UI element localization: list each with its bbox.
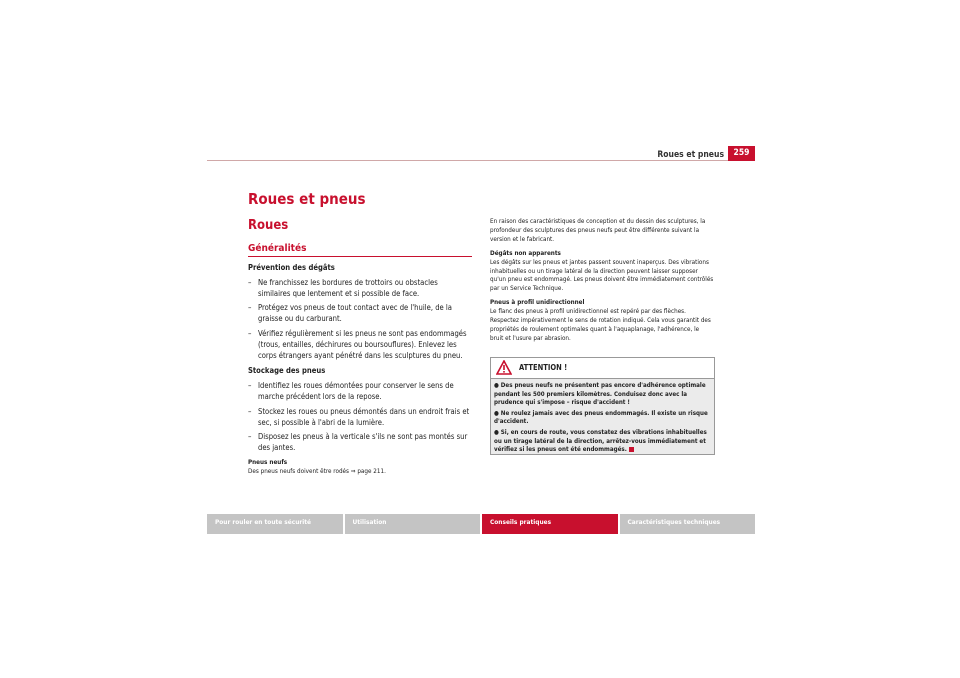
tab-conseils-pratiques[interactable]: Conseils pratiques bbox=[482, 514, 618, 534]
warning-item: ● Des pneus neufs ne présentent pas encore d'adhérence optimale pendant les 500 premiers kilomètres. Conduisez donc avec la prudence qui s'impose – risque d'accident ! bbox=[494, 382, 706, 407]
warning-item: ● Si, en cours de route, vous constatez des vibrations inhabituelles ou un tirage latéral de la direction, arrêtez-vous immédiatement et vérifiez si les pneus ont été endommagés. bbox=[494, 428, 707, 454]
hidden-damage-text: Les dégâts sur les pneus et jantes passent souvent inaperçus. Des vibrations inhabituelles ou un tirage latéral de la direction peuvent laisser supposer qu'un pneu est endommagé. Les pneus doivent être immédiatement contrôlés par un Service Technique. bbox=[490, 258, 714, 293]
right-column bbox=[490, 218, 714, 344]
tab-securite[interactable]: Pour rouler en toute sécurité bbox=[207, 514, 343, 534]
storage-title: Stockage des pneus bbox=[248, 366, 326, 376]
list-item: – Stockez les roues ou pneus démontés dans un endroit frais et sec, si possible à l'abri de la lumière. bbox=[248, 406, 470, 427]
warning-triangle-icon bbox=[496, 360, 512, 375]
list-item: – Vérifiez régulièrement si les pneus ne sont pas endommagés (trous, entailles, déchirures ou boursouflures). Enlevez les corps étrangers ayant pénétré dans les sculptures du pneu. bbox=[248, 328, 467, 360]
page-number: 259 bbox=[728, 146, 755, 161]
unidirectional-title: Pneus à profil unidirectionnel bbox=[490, 299, 585, 307]
end-marker-icon bbox=[629, 447, 634, 452]
list-item: – Disposez les pneus à la verticale s'ils ne sont pas montés sur des jantes. bbox=[248, 432, 468, 453]
list-item: – Protégez vos pneus de tout contact avec de l'huile, de la graisse ou du carburant. bbox=[248, 303, 452, 324]
subsection-title: Généralités bbox=[248, 243, 307, 254]
subsection-rule bbox=[248, 256, 472, 257]
left-column bbox=[248, 263, 472, 477]
running-title: Roues et pneus bbox=[657, 150, 724, 160]
list-item: – Identifiez les roues démontées pour conserver le sens de marche précédent lors de la repose. bbox=[248, 381, 454, 401]
warning-box bbox=[490, 357, 715, 455]
tab-utilisation[interactable]: Utilisation bbox=[345, 514, 481, 534]
prevention-title: Prévention des dégâts bbox=[248, 263, 335, 272]
list-item: – Ne franchissez les bordures de trottoirs ou obstacles similaires que lentement et si possible de face. bbox=[248, 277, 438, 298]
new-tires-text[interactable]: Des pneus neufs doivent être rodés ⇒ page 211. bbox=[248, 467, 386, 475]
chapter-title: Roues et pneus bbox=[248, 190, 366, 208]
footer-tabs bbox=[207, 514, 755, 534]
intro-text: En raison des caractéristiques de conception et du dessin des sculptures, la profondeur des sculptures des pneus neufs peut être différente suivant la version et le fabricant. bbox=[490, 218, 706, 243]
header-rule bbox=[207, 160, 728, 161]
warning-item: ● Ne roulez jamais avec des pneus endommagés. Il existe un risque d'accident. bbox=[494, 409, 708, 426]
warning-title: ATTENTION ! bbox=[519, 363, 568, 372]
section-title: Roues bbox=[248, 218, 289, 233]
new-tires-title: Pneus neufs bbox=[248, 458, 288, 466]
unidirectional-text: Le flanc des pneus à profil unidirectionnel est repéré par des flèches. Respectez impérativement le sens de rotation indiqué. Cela vous garantit des propriétés de roulement optimales quant à l'aquaplanage, l'adhérence, le bruit et l'usure par abrasion. bbox=[490, 308, 711, 342]
tab-caracteristiques[interactable]: Caractéristiques techniques bbox=[620, 514, 756, 534]
hidden-damage-title: Dégâts non apparents bbox=[490, 249, 561, 257]
